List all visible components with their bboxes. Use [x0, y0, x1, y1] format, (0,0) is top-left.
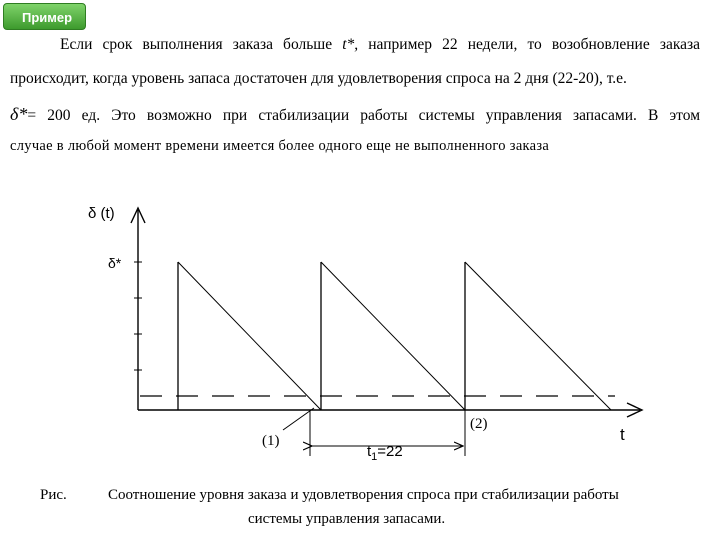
inventory-cycles — [178, 262, 611, 410]
point2-label: (2) — [470, 416, 488, 432]
caption-line-1: Соотношение уровня заказа и удовлетворения спроса при стабилизации работы — [108, 487, 619, 503]
interval-label-value: =22 — [377, 443, 403, 460]
cycle-1-depletion — [178, 262, 321, 410]
caption-label: Рис. — [40, 487, 67, 503]
paragraph-line-4: случае в любой момент времени имеется более одного еще не выполненного заказа — [10, 138, 550, 154]
example-badge: Пример — [3, 3, 86, 30]
point1-pointer — [283, 408, 314, 430]
caption-line-2: системы управления запасами. — [248, 511, 446, 527]
interval-label-t: t — [367, 443, 372, 460]
line3-var: δ* — [10, 104, 28, 124]
x-axis-label: t — [620, 425, 625, 444]
point1-label: (1) — [262, 433, 280, 449]
paragraph-line-2: происходит, когда уровень запаса достаточен для удовлетворения спроса на 2 дня (22-20), т.е. — [10, 70, 627, 87]
line1-var: t*, — [342, 36, 359, 53]
cycle-3-depletion — [465, 262, 611, 410]
y-axis-label: δ (t) — [88, 205, 115, 222]
line3-eq: = 200 — [27, 107, 71, 124]
line1-post: например 22 недели, то возобновление заказа — [368, 36, 701, 53]
line3-post: ед. Это возможно при стабилизации работы системы управления запасами. В этом — [81, 107, 701, 124]
cycle-2-depletion — [321, 262, 465, 410]
level-label: δ* — [108, 255, 122, 271]
interval-label-sub: 1 — [371, 451, 378, 463]
line1-pre: Если срок выполнения заказа больше — [60, 36, 333, 53]
